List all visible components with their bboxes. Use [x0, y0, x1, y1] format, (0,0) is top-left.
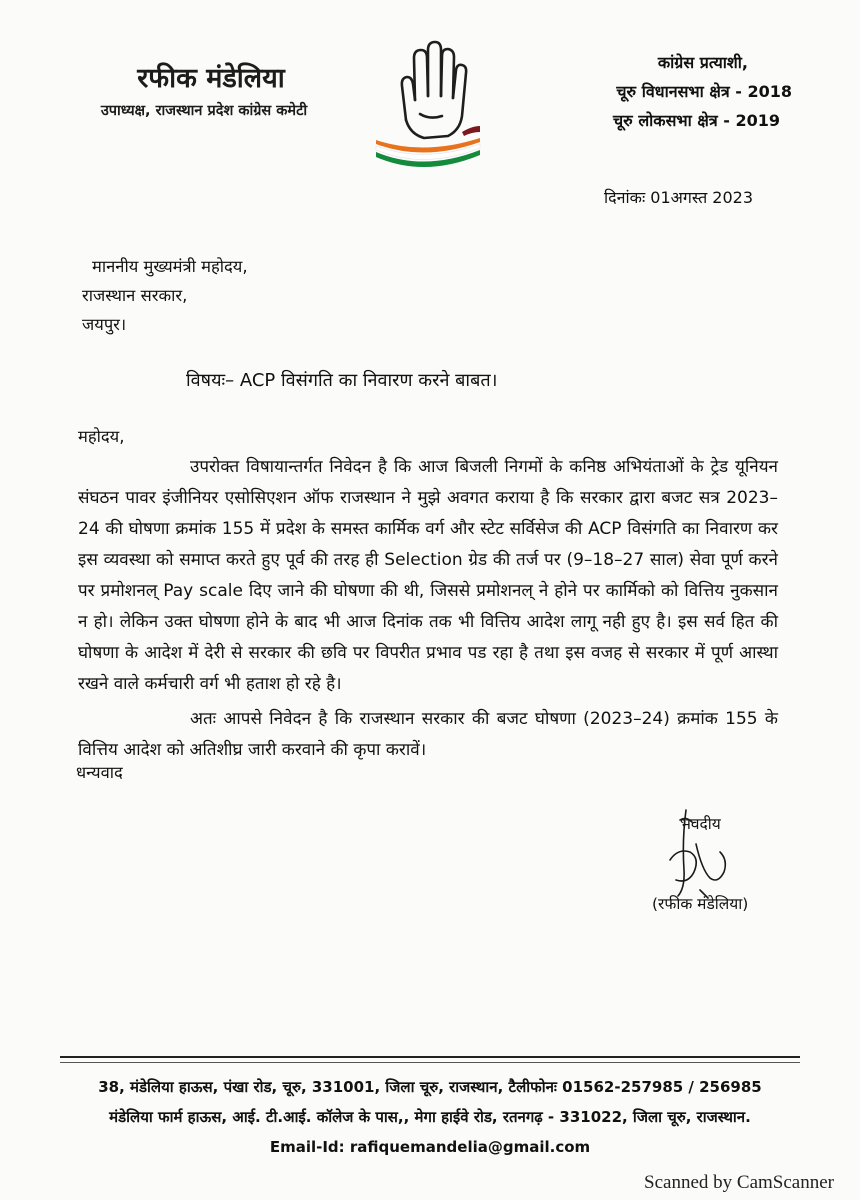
- addressee-line: राजस्थान सरकार,: [82, 286, 188, 305]
- footer-address-line: 38, मंडेलिया हाऊस, पंखा रोड, चूरु, 331001, जिला चूरु, राजस्थान, टैलीफोनः 01562-257985 / 256985: [98, 1078, 762, 1096]
- salutation: महोदय,: [78, 427, 125, 446]
- sender-name: रफीक मंडेलिया: [137, 63, 285, 94]
- scanner-watermark: Scanned by CamScanner: [644, 1172, 834, 1193]
- addressee-block: [82, 252, 248, 339]
- thanks-line: धन्यवाद: [76, 763, 123, 782]
- closing-word: भवदीय: [680, 815, 721, 833]
- signer-name: (रफीक मंडेलिया): [652, 895, 749, 913]
- subject-line: विषयः– ACP विसंगति का निवारण करने बाबत।: [186, 370, 498, 391]
- footer-address-block: [40, 1072, 820, 1162]
- candidacy-line: चूरु लोकसभा क्षेत्र - 2019: [613, 111, 780, 130]
- addressee-line: जयपुर।: [82, 315, 127, 334]
- letter-date: दिनांकः 01अगस्त 2023: [604, 188, 754, 207]
- footer-address-line: मंडेलिया फार्म हाऊस, आई. टी.आई. कॉलेज के पास,, मेगा हाईवे रोड, रतनगढ़ - 331022, जिला चूरु, राजस्थान.: [109, 1108, 751, 1126]
- congress-hand-icon: [368, 28, 488, 168]
- addressee-line: माननीय मुख्यमंत्री महोदय,: [92, 257, 248, 276]
- body-paragraph: उपरोक्त विषायान्तर्गत निवेदन है कि आज बिजली निगमों के कनिष्ठ अभियंताओं के ट्रेड यूनियन संघठन पावर इंजीनियर एसोसिएशन ऑफ राजस्थान ने मुझे अवगत कराया है कि सरकार द्वारा बजट सत्र 2023–24 की घोषणा क्रमांक 155 में प्रदेश के समस्त कार्मिक वर्ग और स्टेट सर्विसेज की ACP विसंगति का निवारण कर इस व्यवस्था को समाप्त करते हुए पूर्व की तरह ही Selection ग्रेड की तर्ज पर (9–18–27 साल) सेवा पूर्ण करने पर प्रमोशनल् Pay scale दिए जाने की घोषणा की थी, जिससे प्रमोशनल् ने होने पर कार्मिको को वित्तिय नुकसान न हो। लेकिन उक्त घोषणा होने के बाद भी आज दिनांक तक भी वित्तिय आदेश लागू नही हुए है। इस सर्व हित की घोषणा के आदेश में देरी से सरकार की छवि पर विपरीत प्रभाव पड रहा है तथा इस वजह से सरकार में पूर्ण आस्था रखने वाले कर्मचारी वर्ग भी हताश हो रहे है।: [78, 457, 778, 694]
- sender-designation: उपाध्यक्ष, राजस्थान प्रदेश कांग्रेस कमेटी: [100, 103, 308, 119]
- candidacy-block: [613, 48, 792, 135]
- candidacy-line: कांग्रेस प्रत्याशी,: [657, 53, 748, 72]
- candidacy-line: चूरु विधानसभा क्षेत्र - 2018: [616, 82, 792, 101]
- body-paragraph: अतः आपसे निवेदन है कि राजस्थान सरकार की बजट घोषणा (2023–24) क्रमांक 155 के वित्तिय आदेश को अतिशीघ्र जारी करवाने की कृपा करावें।: [78, 709, 778, 760]
- footer-divider: [60, 1062, 800, 1063]
- footer-divider: [60, 1056, 800, 1058]
- footer-email: Email-Id: rafiquemandelia@gmail.com: [269, 1138, 591, 1156]
